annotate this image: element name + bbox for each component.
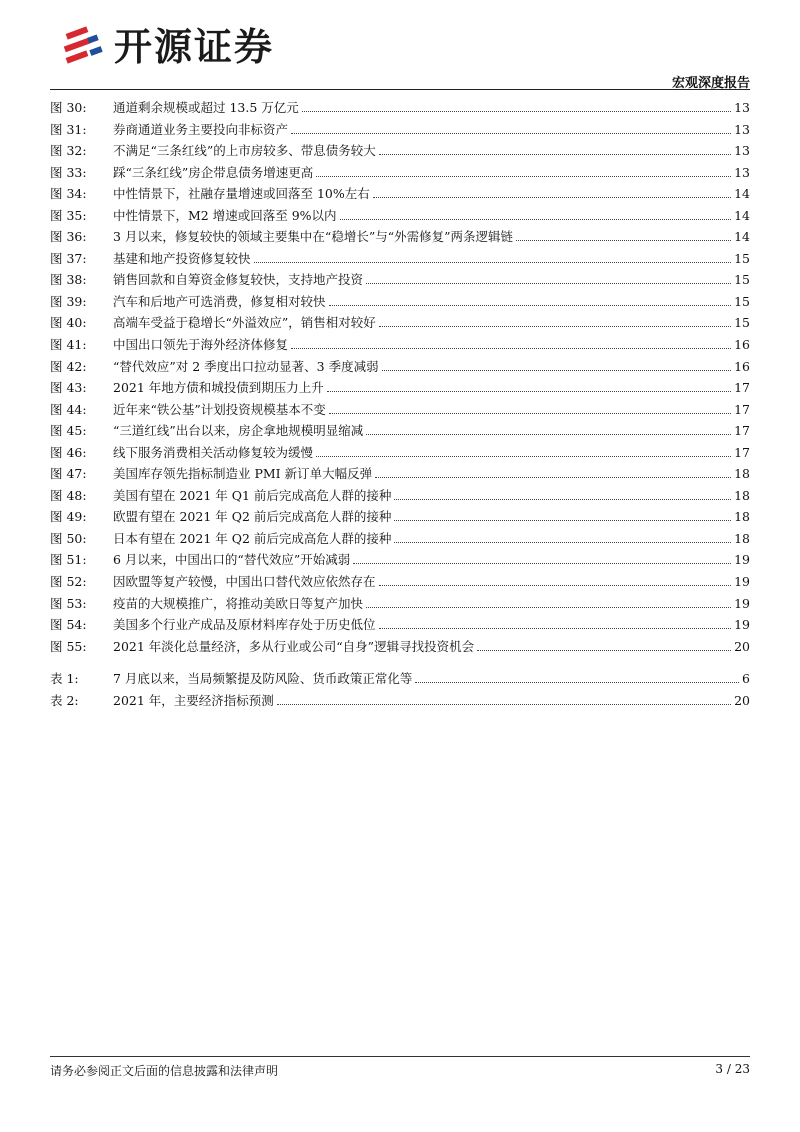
toc-title: 线下服务消费相关活动修复较为缓慢: [113, 444, 314, 460]
toc-entry-figure-50[interactable]: [50, 528, 750, 550]
toc-title: 中性情景下，M2 增速或回落至 9%以内: [113, 207, 337, 223]
toc-title: 中性情景下，社融存量增速或回落至 10%左右: [113, 186, 370, 202]
toc-page: 18: [734, 466, 750, 482]
toc-title: 日本有望在 2021 年 Q2 前后完成高危人群的接种: [113, 530, 392, 546]
dot-leader: [366, 434, 731, 435]
dot-leader: [516, 240, 731, 241]
dot-leader: [277, 704, 731, 705]
toc-entry-figure-35[interactable]: [50, 205, 750, 227]
dot-leader: [316, 456, 731, 457]
toc-entry-figure-40[interactable]: [50, 312, 750, 334]
toc-entry-figure-51[interactable]: [50, 549, 750, 571]
toc-label: 图 46:: [50, 444, 87, 460]
dot-leader: [394, 542, 731, 543]
toc-title: 因欧盟等复产较慢，中国出口替代效应依然存在: [113, 574, 376, 590]
toc-entry-figure-49[interactable]: [50, 506, 750, 528]
toc-label: 表 1:: [50, 671, 79, 686]
toc-title: “替代效应”对 2 季度出口拉动显著、3 季度减弱: [113, 358, 379, 374]
logo-mark-icon: [62, 24, 106, 68]
header-divider: [50, 89, 750, 90]
toc-entry-figure-54[interactable]: [50, 614, 750, 636]
toc-page: 19: [734, 617, 750, 633]
toc-page: 17: [734, 423, 750, 439]
toc-title: 踩“三条红线”房企带息债务增速更高: [113, 164, 314, 180]
toc-entry-figure-43[interactable]: [50, 377, 750, 399]
toc-title: 基建和地产投资修复较快: [113, 250, 251, 266]
dot-leader: [291, 133, 731, 134]
toc-entry-figure-46[interactable]: [50, 442, 750, 464]
toc-label: 图 41:: [50, 337, 87, 353]
toc-entry-figure-45[interactable]: [50, 420, 750, 442]
toc-title: 7 月底以来，当局频繁提及防风险、货币政策正常化等: [113, 671, 413, 686]
toc-entry-figure-41[interactable]: [50, 334, 750, 356]
toc-page: 6: [742, 671, 750, 686]
toc-entry-figure-39[interactable]: [50, 291, 750, 313]
dot-leader: [329, 305, 732, 306]
toc-label: 图 54:: [50, 617, 87, 633]
dot-leader: [340, 219, 732, 220]
toc-title: 美国多个行业产成品及原材料库存处于历史低位: [113, 617, 376, 633]
toc-entry-figure-30[interactable]: [50, 97, 750, 119]
toc-entry-table-2[interactable]: [50, 690, 750, 712]
dot-leader: [353, 563, 731, 564]
dot-leader: [379, 326, 731, 327]
toc-label: 图 30:: [50, 100, 87, 115]
company-logo: [62, 22, 302, 72]
toc-page: 18: [734, 487, 750, 503]
toc-page: 13: [734, 121, 750, 137]
report-type: 宏观深度报告: [671, 76, 750, 91]
toc-label: 图 49:: [50, 509, 87, 525]
toc-title: 2021 年，主要经济指标预测: [113, 692, 274, 708]
toc-label: 图 53:: [50, 595, 87, 611]
toc-page: 20: [734, 638, 750, 654]
toc-page: 19: [734, 574, 750, 590]
toc-page: 15: [734, 250, 750, 266]
toc-title: 美国库存领先指标制造业 PMI 新订单大幅反弹: [113, 466, 373, 482]
dot-leader: [382, 370, 731, 371]
toc-entry-figure-44[interactable]: [50, 399, 750, 421]
toc-page: 18: [734, 509, 750, 525]
toc-title: 6 月以来，中国出口的“替代效应”开始减弱: [113, 552, 351, 568]
toc-title: 汽车和后地产可选消费，修复相对较快: [113, 293, 326, 309]
toc-label: 图 44:: [50, 401, 87, 417]
toc-label: 图 33:: [50, 164, 87, 180]
footer-disclaimer: 请务必参阅正文后面的信息披露和法律声明: [50, 1064, 279, 1078]
dot-leader: [379, 628, 732, 629]
dot-leader: [329, 413, 731, 414]
toc-title: 中国出口领先于海外经济体修复: [113, 337, 289, 353]
toc-title: 2021 年地方债和城投债到期压力上升: [113, 380, 324, 396]
toc-title: 3 月以来，修复较快的领域主要集中在“稳增长”与“外需修复”两条逻辑链: [113, 229, 513, 245]
dot-leader: [379, 585, 732, 586]
toc-label: 图 52:: [50, 574, 87, 590]
toc-entry-figure-52[interactable]: [50, 571, 750, 593]
dot-leader: [366, 607, 731, 608]
toc-page: 18: [734, 530, 750, 546]
toc-page: 17: [734, 444, 750, 460]
toc-title: 通道剩余规模或超过 13.5 万亿元: [113, 100, 299, 115]
dot-leader: [373, 197, 731, 198]
toc-title: 销售回款和自筹资金修复较快，支持地产投资: [113, 272, 364, 288]
dot-leader: [379, 154, 731, 155]
toc-entry-figure-31[interactable]: [50, 119, 750, 141]
dot-leader: [291, 348, 731, 349]
dot-leader: [375, 477, 731, 478]
toc-page: 15: [734, 272, 750, 288]
toc-label: 图 50:: [50, 530, 87, 546]
toc-label: 图 38:: [50, 272, 87, 288]
toc-page: 19: [734, 552, 750, 568]
toc-label: 图 34:: [50, 186, 87, 202]
toc-title: “三道红线”出台以来，房企拿地规模明显缩减: [113, 423, 364, 439]
toc-label: 图 37:: [50, 250, 87, 266]
toc-label: 图 51:: [50, 552, 87, 568]
toc-label: 图 43:: [50, 380, 87, 396]
page-header: [0, 0, 800, 92]
toc-label: 图 40:: [50, 315, 87, 331]
toc-label: 表 2:: [50, 692, 79, 708]
dot-leader: [302, 111, 731, 112]
toc-label: 图 47:: [50, 466, 87, 482]
dot-leader: [394, 499, 731, 500]
toc-label: 图 42:: [50, 358, 87, 374]
dot-leader: [477, 650, 731, 651]
toc-entry-figure-37[interactable]: [50, 248, 750, 270]
toc-title: 美国有望在 2021 年 Q1 前后完成高危人群的接种: [113, 487, 392, 503]
toc-entry-figure-42[interactable]: [50, 356, 750, 378]
toc-entry-table-1[interactable]: [50, 668, 750, 690]
toc-entry-figure-36[interactable]: [50, 226, 750, 248]
dot-leader: [327, 391, 731, 392]
toc-page: 14: [734, 229, 750, 245]
toc-entry-figure-55[interactable]: [50, 636, 750, 658]
toc-page: 17: [734, 401, 750, 417]
toc-title: 欧盟有望在 2021 年 Q2 前后完成高危人群的接种: [113, 509, 392, 525]
figure-list: [50, 97, 750, 657]
page-number: 3 / 23: [715, 1062, 750, 1076]
toc-page: 19: [734, 595, 750, 611]
toc-entry-figure-38[interactable]: [50, 269, 750, 291]
toc-page: 16: [734, 337, 750, 353]
dot-leader: [316, 176, 731, 177]
toc-page: 15: [734, 315, 750, 331]
toc-page: 14: [734, 207, 750, 223]
table-list: [50, 668, 750, 711]
toc-label: 图 39:: [50, 293, 87, 309]
toc-title: 近年来“铁公基”计划投资规模基本不变: [113, 401, 326, 417]
toc-entry-figure-53[interactable]: [50, 593, 750, 615]
toc-label: 图 48:: [50, 487, 87, 503]
toc-label: 图 32:: [50, 143, 87, 159]
toc-page: 14: [734, 186, 750, 202]
toc-entry-figure-34[interactable]: [50, 183, 750, 205]
toc-title: 不满足“三条红线”的上市房较多、带息债务较大: [113, 143, 376, 159]
toc-page: 13: [734, 143, 750, 159]
dot-leader: [254, 262, 732, 263]
toc-entry-figure-33[interactable]: [50, 162, 750, 184]
toc-page: 16: [734, 358, 750, 374]
toc-label: 图 45:: [50, 423, 87, 439]
toc-entry-figure-47[interactable]: [50, 463, 750, 485]
toc-title: 高端车受益于稳增长“外溢效应”，销售相对较好: [113, 315, 376, 331]
dot-leader: [394, 520, 731, 521]
toc-page: 17: [734, 380, 750, 396]
toc-entry-figure-32[interactable]: [50, 140, 750, 162]
toc-page: 13: [734, 164, 750, 180]
toc-entry-figure-48[interactable]: [50, 485, 750, 507]
footer-divider: [50, 1056, 750, 1057]
toc-label: 图 55:: [50, 638, 87, 654]
toc-page: 20: [734, 692, 750, 708]
toc-label: 图 31:: [50, 121, 87, 137]
toc-label: 图 36:: [50, 229, 87, 245]
dot-leader: [366, 283, 731, 284]
toc-label: 图 35:: [50, 207, 87, 223]
toc-page: 15: [734, 293, 750, 309]
toc-page: 13: [734, 100, 750, 115]
company-name: 开源证券: [114, 25, 275, 69]
dot-leader: [415, 682, 739, 683]
toc-title: 2021 年淡化总量经济，多从行业或公司“自身”逻辑寻找投资机会: [113, 638, 475, 654]
toc-title: 券商通道业务主要投向非标资产: [113, 121, 289, 137]
toc-title: 疫苗的大规模推广，将推动美欧日等复产加快: [113, 595, 364, 611]
